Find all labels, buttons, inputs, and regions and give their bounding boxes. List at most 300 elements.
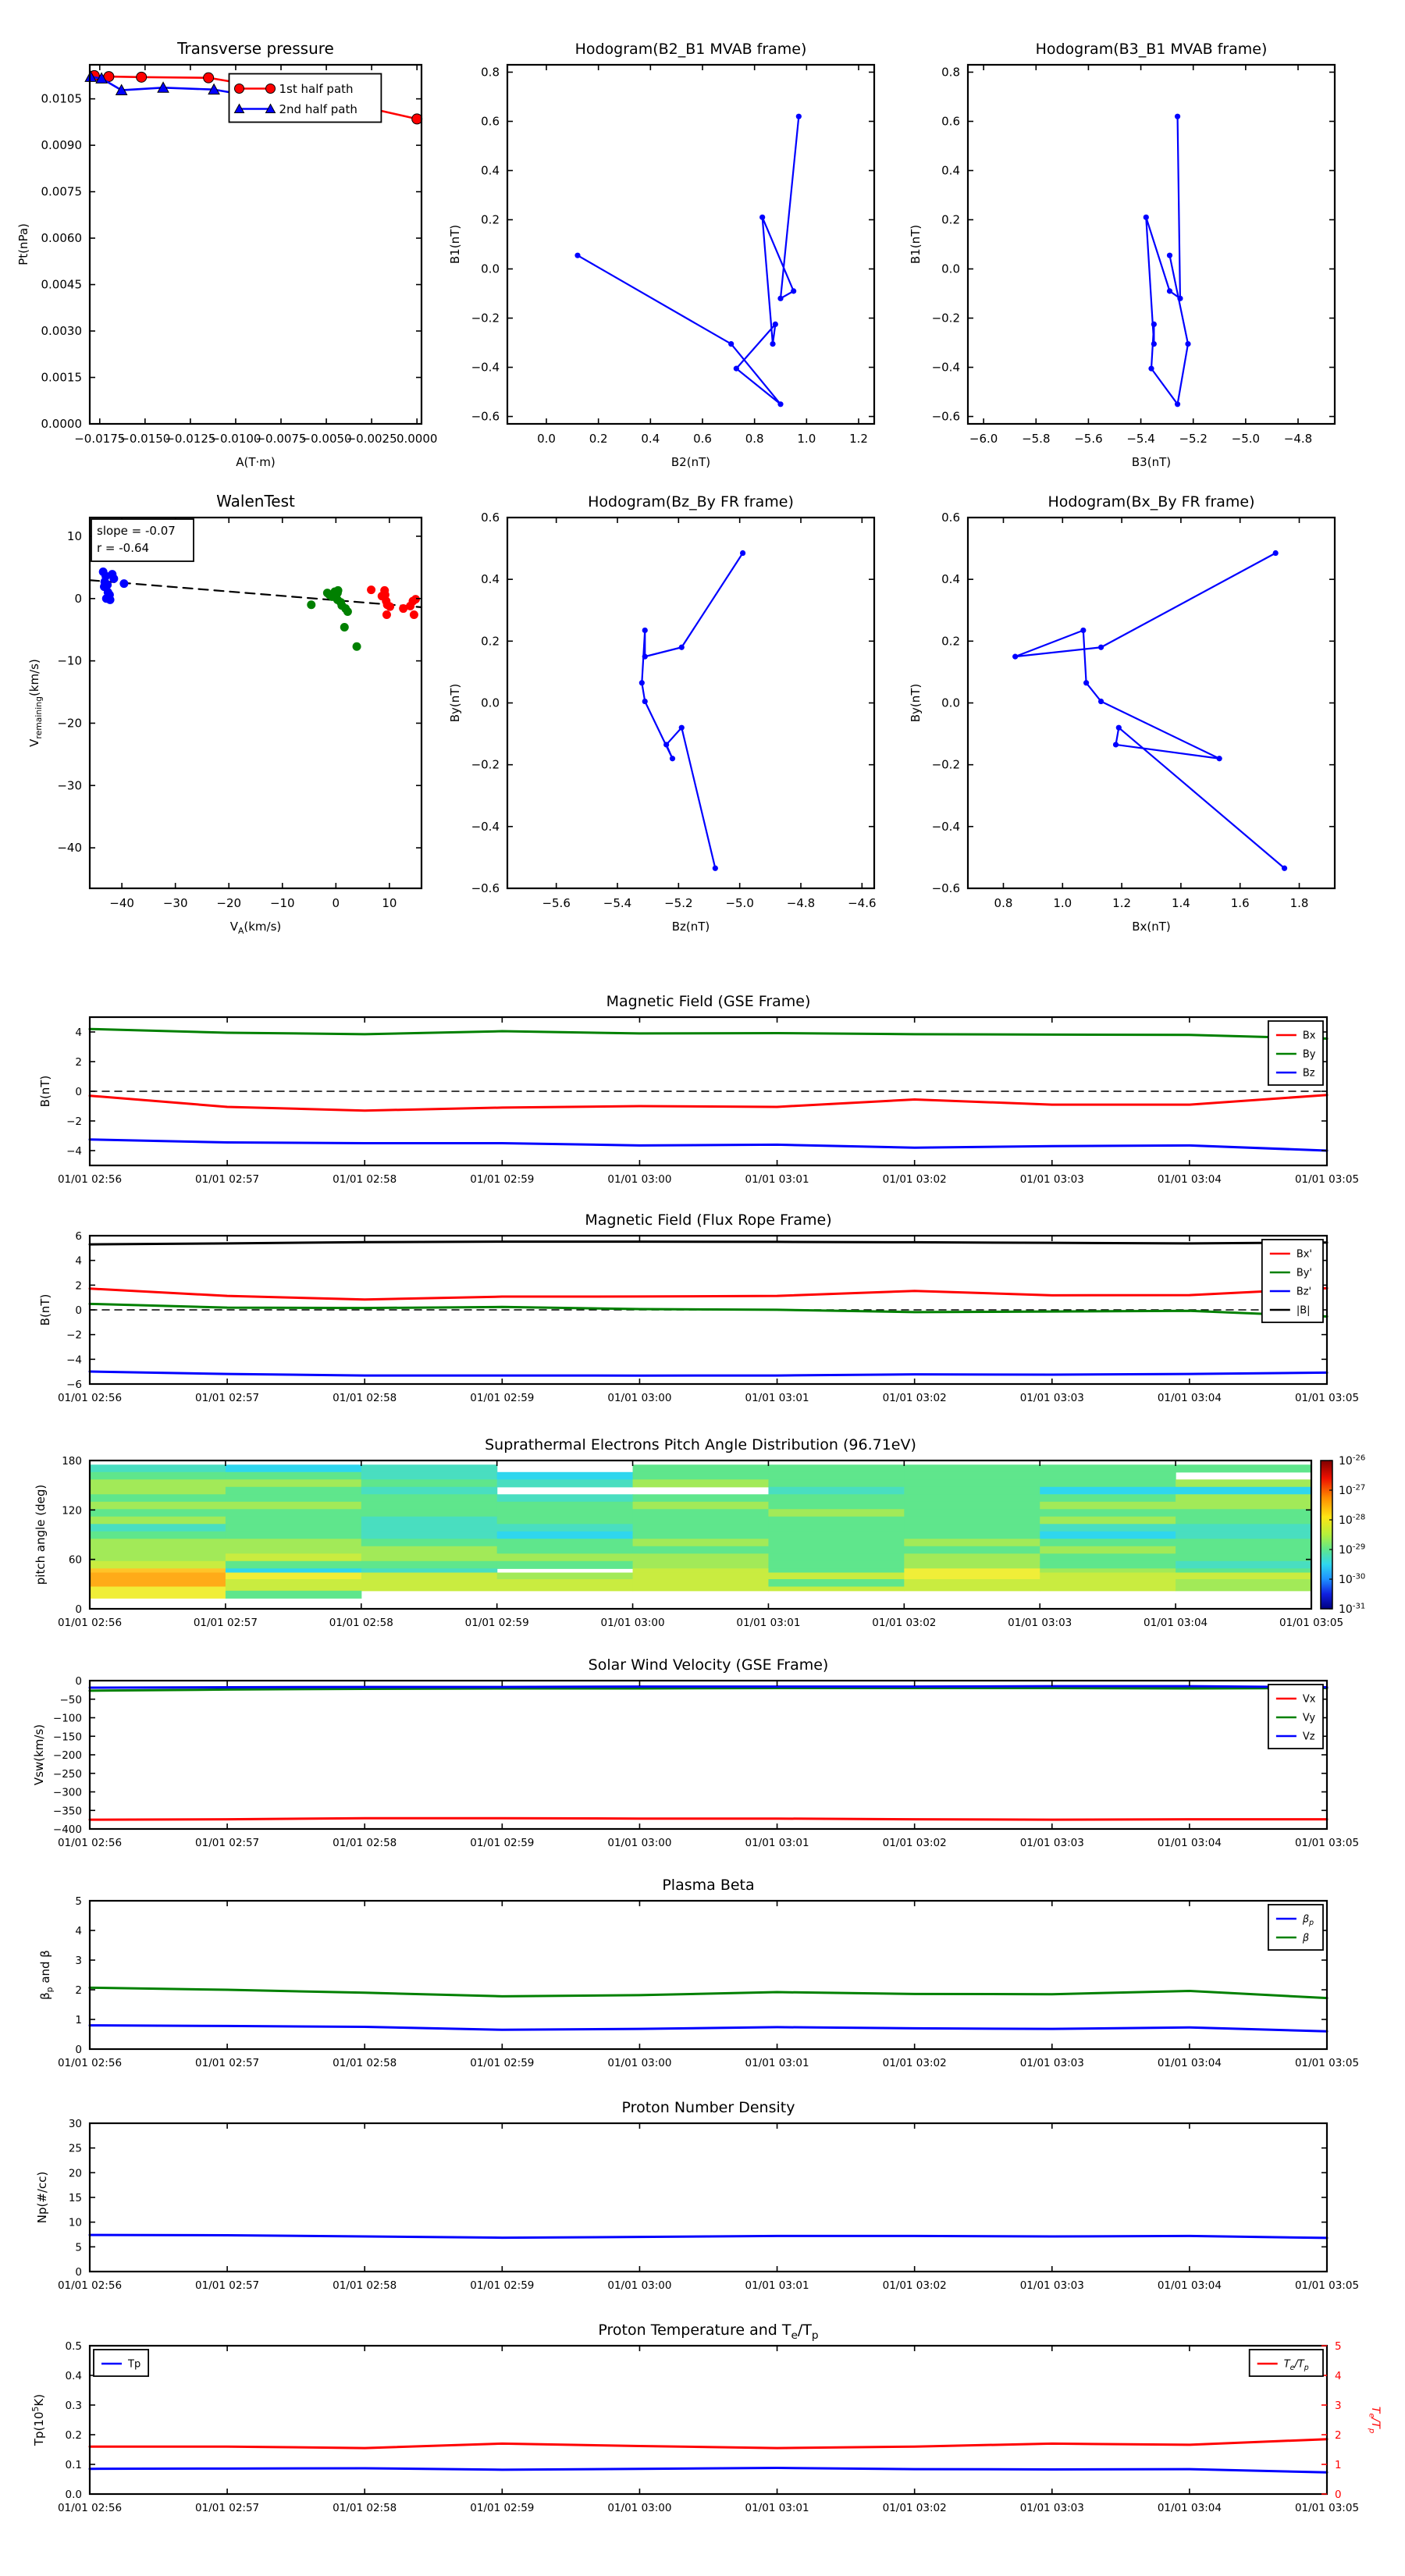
svg-text:01/01 03:01: 01/01 03:01 — [745, 2279, 809, 2292]
y-axis-label: Pt(nPa) — [16, 223, 30, 265]
svg-text:−0.6: −0.6 — [471, 409, 500, 424]
svg-text:01/01 02:57: 01/01 02:57 — [195, 2279, 260, 2292]
svg-text:0.0: 0.0 — [941, 262, 960, 276]
svg-text:01/01 03:03: 01/01 03:03 — [1008, 1617, 1072, 1629]
series-Bx-prime — [90, 1288, 1327, 1299]
svg-text:1: 1 — [1335, 2459, 1342, 2471]
svg-text:3: 3 — [75, 1955, 82, 1967]
svg-text:01/01 03:04: 01/01 03:04 — [1157, 1392, 1222, 1404]
svg-text:0.6: 0.6 — [481, 511, 500, 525]
hodogram-bz-by-chart — [437, 476, 894, 945]
svg-text:−0.0150: −0.0150 — [119, 432, 171, 446]
svg-text:−2: −2 — [66, 1115, 82, 1128]
right-axis-label: $T_e/T_p$ — [1367, 2406, 1382, 2434]
series-Vx — [90, 1818, 1327, 1820]
series-By — [90, 1029, 1327, 1038]
svg-text:25: 25 — [68, 2142, 82, 2155]
svg-text:4: 4 — [75, 1254, 82, 1268]
svg-text:2: 2 — [75, 1984, 82, 1997]
svg-text:01/01 02:58: 01/01 02:58 — [333, 1173, 397, 1186]
y-axis-label: B(nT) — [38, 1293, 52, 1326]
legend-label: 2nd half path — [279, 101, 357, 116]
svg-text:01/01 03:00: 01/01 03:00 — [607, 2502, 672, 2514]
svg-text:−6: −6 — [66, 1379, 82, 1391]
plot-border — [90, 2123, 1327, 2272]
y-axis-label: By(nT) — [448, 683, 462, 723]
hodogram-bx-by-chart — [898, 476, 1354, 945]
svg-text:01/01 03:00: 01/01 03:00 — [607, 1173, 672, 1186]
svg-text:−5.4: −5.4 — [1126, 432, 1155, 446]
series-first-third — [99, 568, 129, 604]
svg-text:0.6: 0.6 — [481, 114, 500, 129]
axis-ticks — [58, 1230, 1359, 1404]
svg-text:−4: −4 — [66, 1145, 82, 1158]
legend-label: By — [1302, 1048, 1316, 1061]
heatmap-cells — [90, 1464, 1312, 1599]
svg-text:0: 0 — [75, 2044, 82, 2056]
svg-text:01/01 03:02: 01/01 03:02 — [882, 1392, 947, 1404]
legend-label: Bx' — [1296, 1248, 1313, 1261]
svg-text:01/01 02:57: 01/01 02:57 — [195, 2502, 260, 2514]
svg-text:01/01 03:04: 01/01 03:04 — [1157, 1173, 1222, 1186]
series-last-third — [367, 585, 420, 619]
svg-text:01/01 03:05: 01/01 03:05 — [1294, 1837, 1360, 1849]
legend-label: |B| — [1296, 1304, 1311, 1317]
svg-text:01/01 03:05: 01/01 03:05 — [1294, 2057, 1360, 2069]
svg-text:−0.2: −0.2 — [471, 311, 500, 326]
colorbar — [1321, 1461, 1332, 1609]
svg-text:01/01 02:59: 01/01 02:59 — [470, 1837, 535, 1849]
svg-text:01/01 02:59: 01/01 02:59 — [464, 1617, 529, 1629]
series-Vy — [90, 1688, 1327, 1691]
svg-text:01/01 02:58: 01/01 02:58 — [333, 1392, 397, 1404]
walen-test-panel — [20, 476, 441, 945]
svg-text:−0.0175: −0.0175 — [74, 432, 126, 446]
svg-text:−2: −2 — [66, 1329, 82, 1342]
svg-text:01/01 03:04: 01/01 03:04 — [1144, 1617, 1208, 1629]
svg-text:−5.4: −5.4 — [603, 896, 632, 910]
series-Te-over-Tp — [90, 2439, 1327, 2448]
plot-border — [90, 518, 422, 888]
svg-text:01/01 02:56: 01/01 02:56 — [57, 1617, 123, 1629]
hodogram-bz-by-panel — [437, 476, 894, 945]
svg-text:−6.0: −6.0 — [969, 432, 998, 446]
hodogram-bx-by-panel — [898, 476, 1354, 945]
svg-text:0.6: 0.6 — [693, 432, 712, 446]
panel-title: Magnetic Field (Flux Rope Frame) — [585, 1212, 832, 1229]
svg-text:−0.0125: −0.0125 — [165, 432, 216, 446]
plot-border — [507, 518, 874, 888]
svg-text:01/01 02:57: 01/01 02:57 — [193, 1617, 258, 1629]
svg-text:01/01 02:59: 01/01 02:59 — [470, 1392, 535, 1404]
svg-text:−20: −20 — [57, 716, 82, 731]
magnetic-field-fr-chart — [16, 1204, 1405, 1431]
svg-text:−0.0025: −0.0025 — [346, 432, 397, 446]
svg-text:1.4: 1.4 — [1171, 896, 1190, 910]
svg-text:−50: −50 — [59, 1693, 82, 1706]
annotation-line: slope = -0.07 — [97, 524, 176, 538]
hodogram-b3-b1-panel — [898, 23, 1354, 481]
svg-text:01/01 03:04: 01/01 03:04 — [1157, 2502, 1222, 2514]
y-axis-label: $\beta_p$ and β — [38, 1950, 55, 2000]
y-axis-label: $V_{remaining}(km/s)$ — [27, 659, 44, 747]
legend-label: Vy — [1302, 1712, 1316, 1724]
panel-title: Hodogram(Bx_By FR frame) — [1048, 493, 1255, 511]
plasma-beta-chart — [16, 1870, 1405, 2096]
svg-text:0: 0 — [75, 1086, 82, 1098]
svg-text:0.8: 0.8 — [941, 65, 960, 80]
svg-text:01/01 02:59: 01/01 02:59 — [470, 2502, 535, 2514]
svg-text:1: 1 — [75, 2014, 82, 2026]
x-axis-label: B2(nT) — [670, 455, 711, 469]
svg-text:4: 4 — [1335, 2370, 1342, 2382]
svg-text:2: 2 — [75, 1279, 82, 1293]
svg-text:−0.4: −0.4 — [471, 819, 500, 834]
svg-text:0.8: 0.8 — [994, 896, 1013, 910]
svg-text:−5.2: −5.2 — [1179, 432, 1208, 446]
svg-text:10: 10 — [68, 2216, 82, 2229]
svg-text:01/01 03:03: 01/01 03:03 — [1019, 2502, 1084, 2514]
svg-text:−0.0100: −0.0100 — [210, 432, 261, 446]
legend-label: Bz' — [1296, 1286, 1312, 1298]
svg-text:−0.6: −0.6 — [471, 881, 500, 895]
y-axis-label: Vsw(km/s) — [32, 1724, 46, 1786]
legend-label: $\beta_p$ — [1302, 1913, 1314, 1927]
svg-text:−200: −200 — [52, 1749, 82, 1762]
svg-text:−5.0: −5.0 — [1231, 432, 1261, 446]
svg-text:−350: −350 — [52, 1805, 82, 1818]
svg-text:30: 30 — [68, 2118, 82, 2130]
panel-title: Suprathermal Electrons Pitch Angle Distribution (96.71eV) — [485, 1436, 916, 1453]
proton-temperature-chart — [16, 2314, 1405, 2541]
svg-text:01/01 03:03: 01/01 03:03 — [1019, 2057, 1084, 2069]
legend — [1250, 2350, 1323, 2376]
legend — [94, 2350, 148, 2376]
legend-label: Vz — [1302, 1731, 1315, 1743]
plasma-beta-panel — [16, 1870, 1405, 2096]
legend-label: Tp — [128, 2358, 141, 2371]
plot-border — [90, 2346, 1327, 2494]
series-Bx-By path — [1012, 550, 1287, 871]
svg-text:20: 20 — [68, 2167, 82, 2180]
colorbar-tick-label: $10^{-28}$ — [1339, 1513, 1366, 1527]
hodogram-b3-b1-chart — [898, 23, 1354, 481]
svg-text:120: 120 — [62, 1504, 82, 1517]
magnetic-field-gse-panel — [16, 986, 1405, 1212]
panel-title: Solar Wind Velocity (GSE Frame) — [588, 1656, 829, 1674]
svg-text:5: 5 — [1335, 2340, 1342, 2353]
svg-text:01/01 02:59: 01/01 02:59 — [470, 2279, 535, 2292]
series-Bx — [90, 1095, 1327, 1111]
svg-text:01/01 03:00: 01/01 03:00 — [607, 1837, 672, 1849]
x-axis-label: $V_A(km/s)$ — [229, 920, 282, 936]
annotation-line: r = -0.64 — [97, 541, 150, 555]
svg-text:0.5: 0.5 — [65, 2340, 82, 2353]
series-beta — [90, 1987, 1327, 1998]
svg-text:01/01 02:56: 01/01 02:56 — [57, 1392, 123, 1404]
svg-text:−0.0075: −0.0075 — [255, 432, 307, 446]
svg-text:10: 10 — [66, 528, 82, 543]
svg-text:0.2: 0.2 — [941, 634, 960, 649]
svg-text:01/01 03:03: 01/01 03:03 — [1019, 1837, 1084, 1849]
svg-text:01/01 03:05: 01/01 03:05 — [1294, 2502, 1360, 2514]
svg-text:−0.6: −0.6 — [931, 881, 960, 895]
svg-text:−0.0050: −0.0050 — [301, 432, 352, 446]
transverse-pressure-panel — [16, 23, 441, 481]
svg-text:01/01 03:05: 01/01 03:05 — [1294, 1173, 1360, 1186]
colorbar-tick-label: $10^{-27}$ — [1339, 1483, 1366, 1497]
svg-text:01/01 03:00: 01/01 03:00 — [607, 1392, 672, 1404]
svg-text:0.0000: 0.0000 — [396, 432, 438, 446]
pitch-angle-panel — [16, 1429, 1405, 1656]
y-axis-label: By(nT) — [909, 683, 923, 723]
svg-text:−20: −20 — [216, 896, 242, 910]
svg-text:01/01 02:58: 01/01 02:58 — [333, 2279, 397, 2292]
svg-text:10: 10 — [382, 896, 397, 910]
x-axis-label: B3(nT) — [1131, 455, 1172, 469]
svg-text:5: 5 — [75, 2241, 82, 2254]
svg-text:0.4: 0.4 — [65, 2370, 82, 2382]
colorbar-tick-label: $10^{-26}$ — [1339, 1453, 1366, 1468]
panel-title: WalenTest — [216, 492, 295, 511]
series-B-magnitude — [90, 1242, 1327, 1244]
svg-text:0: 0 — [332, 896, 340, 910]
axis-ticks — [58, 2340, 1359, 2514]
svg-text:01/01 02:57: 01/01 02:57 — [195, 1173, 260, 1186]
svg-text:−30: −30 — [162, 896, 188, 910]
proton-density-panel — [16, 2092, 1405, 2318]
svg-text:0.4: 0.4 — [481, 163, 500, 178]
svg-text:−0.6: −0.6 — [931, 409, 960, 424]
transverse-pressure-chart — [16, 23, 441, 481]
svg-text:−250: −250 — [52, 1767, 82, 1781]
legend-label: β — [1302, 1932, 1310, 1944]
series-B3-B1 path — [1144, 114, 1191, 407]
hodogram-b2-b1-panel — [437, 23, 894, 481]
svg-text:0.4: 0.4 — [641, 432, 660, 446]
svg-text:0.4: 0.4 — [941, 163, 960, 178]
svg-text:2: 2 — [75, 1056, 82, 1069]
svg-text:−0.4: −0.4 — [931, 819, 960, 834]
svg-text:01/01 03:02: 01/01 03:02 — [882, 2502, 947, 2514]
svg-text:15: 15 — [68, 2192, 82, 2204]
svg-text:01/01 03:04: 01/01 03:04 — [1157, 2057, 1222, 2069]
svg-text:−4.8: −4.8 — [786, 896, 816, 910]
svg-text:01/01 02:57: 01/01 02:57 — [195, 2057, 260, 2069]
svg-text:0.2: 0.2 — [589, 432, 608, 446]
y-axis-label: Np(#/cc) — [35, 2171, 49, 2224]
svg-text:0: 0 — [75, 1603, 82, 1616]
svg-text:01/01 03:00: 01/01 03:00 — [607, 2057, 672, 2069]
svg-text:4: 4 — [75, 1925, 82, 1937]
svg-text:0.0: 0.0 — [65, 2489, 82, 2501]
svg-text:01/01 03:04: 01/01 03:04 — [1157, 1837, 1222, 1849]
svg-text:−40: −40 — [109, 896, 134, 910]
legend — [1268, 1905, 1323, 1950]
svg-text:0.0: 0.0 — [481, 696, 500, 710]
axis-ticks — [58, 1895, 1359, 2069]
svg-text:01/01 03:02: 01/01 03:02 — [882, 2057, 947, 2069]
axis-ticks — [932, 511, 1335, 910]
svg-text:01/01 03:01: 01/01 03:01 — [745, 2502, 809, 2514]
svg-text:0.0015: 0.0015 — [41, 370, 82, 385]
svg-text:180: 180 — [62, 1455, 82, 1468]
svg-text:2: 2 — [1335, 2429, 1342, 2442]
svg-text:01/01 03:01: 01/01 03:01 — [745, 1837, 809, 1849]
legend — [1262, 1240, 1323, 1322]
panel-title: Proton Number Density — [621, 2099, 795, 2116]
svg-text:0.6: 0.6 — [941, 511, 960, 525]
svg-text:−150: −150 — [52, 1731, 82, 1744]
svg-text:0.0045: 0.0045 — [41, 277, 82, 292]
svg-text:01/01 03:02: 01/01 03:02 — [882, 2279, 947, 2292]
axis-ticks — [58, 2118, 1359, 2292]
svg-text:−10: −10 — [57, 653, 82, 668]
x-axis-label: Bz(nT) — [671, 920, 710, 934]
solar-wind-velocity-chart — [16, 1649, 1405, 1876]
x-axis-label: A(T·m) — [236, 455, 276, 469]
svg-text:01/01 03:00: 01/01 03:00 — [607, 2279, 672, 2292]
legend-label: By' — [1296, 1267, 1313, 1279]
magnetic-field-gse-chart — [16, 986, 1405, 1212]
svg-text:0.2: 0.2 — [481, 634, 500, 649]
svg-text:−30: −30 — [57, 778, 82, 793]
svg-text:01/01 03:03: 01/01 03:03 — [1019, 1392, 1084, 1404]
svg-text:0.8: 0.8 — [481, 65, 500, 80]
y-axis-label: pitch angle (deg) — [34, 1484, 48, 1585]
svg-text:0: 0 — [1335, 2489, 1342, 2501]
legend-label: Vx — [1302, 1693, 1316, 1706]
svg-text:−5.6: −5.6 — [1074, 432, 1103, 446]
svg-text:0: 0 — [75, 2266, 82, 2279]
svg-text:0.0: 0.0 — [537, 432, 556, 446]
svg-text:1.6: 1.6 — [1230, 896, 1250, 910]
svg-text:01/01 03:00: 01/01 03:00 — [600, 1617, 665, 1629]
svg-text:−0.2: −0.2 — [471, 757, 500, 772]
panel-title: Proton Temperature and $T_e/T_p$ — [598, 2322, 819, 2342]
legend-label: $T_e/T_p$ — [1283, 2358, 1309, 2372]
svg-text:0.0: 0.0 — [941, 696, 960, 710]
svg-text:01/01 03:01: 01/01 03:01 — [745, 1173, 809, 1186]
svg-text:0.0060: 0.0060 — [41, 231, 82, 246]
svg-text:−5.0: −5.0 — [725, 896, 754, 910]
series-By-prime — [90, 1304, 1327, 1316]
svg-text:01/01 03:02: 01/01 03:02 — [882, 1837, 947, 1849]
svg-text:01/01 02:56: 01/01 02:56 — [57, 1173, 123, 1186]
svg-text:0.6: 0.6 — [941, 114, 960, 129]
series-B2-B1 path — [574, 114, 802, 407]
svg-text:01/01 02:56: 01/01 02:56 — [57, 2502, 123, 2514]
svg-text:0.0: 0.0 — [481, 262, 500, 276]
magnetic-field-fr-panel — [16, 1204, 1405, 1431]
legend-label: 1st half path — [279, 81, 354, 96]
svg-text:01/01 02:59: 01/01 02:59 — [470, 1173, 535, 1186]
svg-text:01/01 03:02: 01/01 03:02 — [872, 1617, 937, 1629]
svg-text:0.0075: 0.0075 — [41, 184, 82, 199]
svg-text:01/01 02:58: 01/01 02:58 — [333, 2502, 397, 2514]
colorbar-tick-label: $10^{-30}$ — [1339, 1572, 1366, 1586]
svg-text:01/01 03:03: 01/01 03:03 — [1019, 2279, 1084, 2292]
svg-text:−0.4: −0.4 — [931, 360, 960, 375]
series-Bz-prime — [90, 1372, 1327, 1375]
series-Tp — [90, 2468, 1327, 2473]
svg-text:01/01 02:57: 01/01 02:57 — [195, 1392, 260, 1404]
svg-text:0.4: 0.4 — [941, 572, 960, 587]
series-mid-third — [307, 586, 361, 651]
svg-text:0.8: 0.8 — [745, 432, 764, 446]
svg-text:0.3: 0.3 — [65, 2400, 82, 2412]
svg-text:−300: −300 — [52, 1786, 82, 1799]
svg-text:01/01 03:05: 01/01 03:05 — [1294, 2279, 1360, 2292]
panel-title: Magnetic Field (GSE Frame) — [606, 993, 811, 1010]
svg-text:−0.2: −0.2 — [931, 311, 960, 326]
svg-text:01/01 02:56: 01/01 02:56 — [57, 2057, 123, 2069]
panel-title: Hodogram(B3_B1 MVAB frame) — [1035, 41, 1268, 58]
svg-text:01/01 02:58: 01/01 02:58 — [329, 1617, 393, 1629]
legend — [1268, 1021, 1323, 1085]
colorbar-tick-label: $10^{-29}$ — [1339, 1542, 1366, 1557]
svg-text:1.2: 1.2 — [849, 432, 868, 446]
svg-text:01/01 03:05: 01/01 03:05 — [1294, 1392, 1360, 1404]
svg-text:1.0: 1.0 — [1053, 896, 1072, 910]
axis-ticks — [471, 511, 877, 910]
svg-text:−10: −10 — [269, 896, 295, 910]
svg-text:01/01 02:59: 01/01 02:59 — [470, 2057, 535, 2069]
svg-text:−400: −400 — [52, 1823, 82, 1836]
svg-text:1.0: 1.0 — [797, 432, 816, 446]
series-Bz — [90, 1140, 1327, 1151]
svg-text:01/01 03:01: 01/01 03:01 — [736, 1617, 801, 1629]
axis-ticks — [471, 65, 874, 446]
svg-text:−0.4: −0.4 — [471, 360, 500, 375]
legend-label: Bz — [1302, 1067, 1315, 1080]
svg-text:0.2: 0.2 — [481, 212, 500, 227]
y-axis-label: $Tp(10^5K)$ — [30, 2393, 46, 2446]
svg-text:5: 5 — [75, 1895, 82, 1908]
svg-text:−5.6: −5.6 — [542, 896, 571, 910]
svg-text:−4.6: −4.6 — [848, 896, 877, 910]
solar-wind-velocity-panel — [16, 1649, 1405, 1876]
legend — [1268, 1685, 1323, 1749]
svg-text:0: 0 — [75, 1675, 82, 1688]
y-axis-label: B1(nT) — [448, 224, 462, 265]
svg-text:01/01 02:58: 01/01 02:58 — [333, 2057, 397, 2069]
walen-test-chart — [20, 476, 441, 945]
svg-text:01/01 02:56: 01/01 02:56 — [57, 2279, 123, 2292]
svg-text:01/01 03:03: 01/01 03:03 — [1019, 1173, 1084, 1186]
svg-text:0.0000: 0.0000 — [41, 417, 82, 431]
plot-border — [968, 518, 1335, 888]
svg-text:0.4: 0.4 — [481, 572, 500, 587]
legend — [229, 74, 382, 123]
panel-title: Transverse pressure — [177, 39, 334, 58]
svg-text:0.0030: 0.0030 — [41, 324, 82, 339]
hodogram-b2-b1-chart — [437, 23, 894, 481]
y-axis-label: B(nT) — [38, 1075, 52, 1108]
pitch-angle-distribution-chart — [16, 1429, 1405, 1656]
svg-text:−100: −100 — [52, 1712, 82, 1725]
svg-text:−4.8: −4.8 — [1283, 432, 1313, 446]
svg-text:01/01 02:58: 01/01 02:58 — [333, 1837, 397, 1849]
svg-text:0.0105: 0.0105 — [41, 91, 82, 106]
svg-text:01/01 03:01: 01/01 03:01 — [745, 2057, 809, 2069]
series-Np — [90, 2235, 1327, 2238]
series-beta-p — [90, 2026, 1327, 2032]
svg-text:−0.2: −0.2 — [931, 757, 960, 772]
svg-text:−5.2: −5.2 — [664, 896, 693, 910]
svg-text:01/01 02:56: 01/01 02:56 — [57, 1837, 123, 1849]
colorbar-tick-label: $10^{-31}$ — [1339, 1602, 1366, 1616]
